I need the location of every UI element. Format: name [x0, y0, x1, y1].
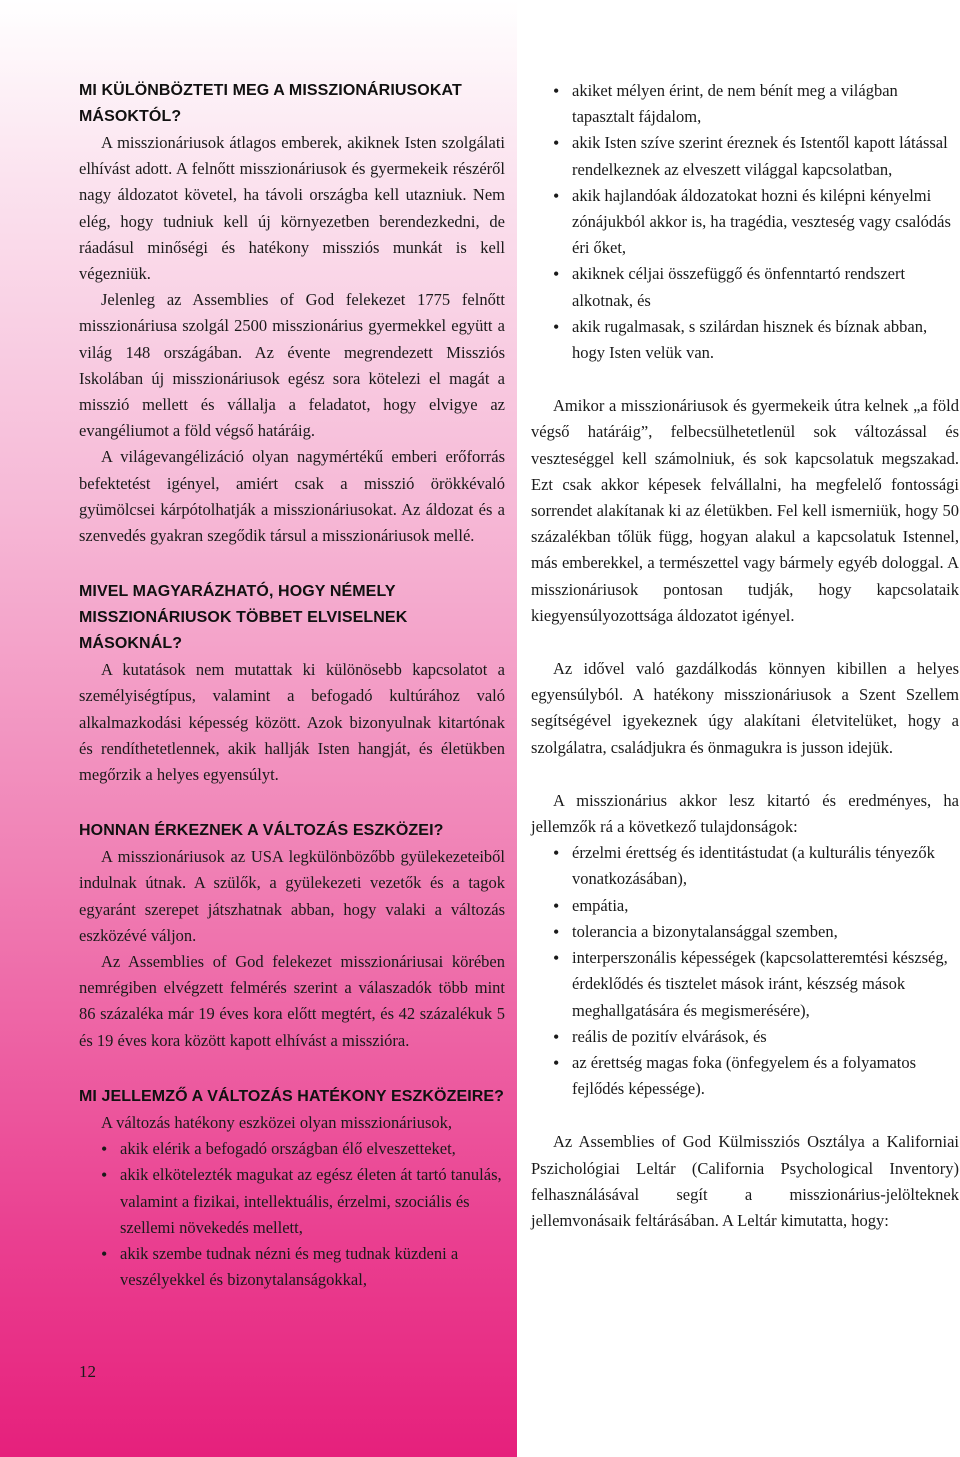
list-item: • az érettség magas foka (önfegyelem és a folyamatos fejlődés képessége).: [531, 1050, 959, 1102]
list-item: • empátia,: [531, 893, 959, 919]
paragraph: Az Assemblies of God Külmissziós Osztálya a Kaliforniai Pszichológiai Leltár (California Psychological Inventory) felhasználásával segít a misszionárius-jelölteknek jellemvonásaik feltárásában. A Leltár kimutatta, hogy:: [531, 1132, 959, 1230]
section-heading-characteristics: MI JELLEMZŐ A VÁLTOZÁS HATÉKONY ESZKÖZEIRE?: [79, 1087, 505, 1105]
bullet-list: [531, 78, 959, 366]
paragraph: Jelenleg az Assemblies of God felekezet 1775 felnőtt misszionáriusa szolgál 2500 misszionárius gyermekkel együtt a világ 148 országában. Az évente megrendezett Missziós Iskolában új misszionáriusok egész sora kötelezi el magát a misszió mellett és vállalja a feladatot, hogy elvigye az evangéliumot a föld végső határáig.: [79, 290, 505, 441]
section-heading-endurance: MIVEL MAGYARÁZHATÓ, HOGY NÉMELY MISSZIONÁRIUSOK TÖBBET ELVISELNEK MÁSOKNÁL?: [79, 583, 408, 653]
paragraph: A világevangélizáció olyan nagymértékű emberi erőforrás befektetést igényel, amiért csak a misszió örökkévaló gyümölcsei kárpótolhatják a misszionáriusokat. Az áldozat és a szenvedés gyakran szegődik társul a misszionáriusok mellé.: [79, 447, 505, 546]
paragraph: A kutatások nem mutattak ki különösebb kapcsolatot a személyiségtípus, valamint a befogadó kultúrához való alkalmazkodási képesség között. Azok bizonyulnak kitartónak és rendíthetetlennek, akik hallják Isten hangját, és életükben megőrzik a helyes egyensúlyt.: [79, 660, 505, 785]
paragraph: A misszionáriusok az USA legkülönbözőbb gyülekezeteiből indulnak útnak. A szülők, a gyülekezeti vezetők és a tagok egyaránt szerepet játszhatnak abban, hogy valaki a változás eszközévé váljon.: [79, 847, 505, 945]
section-heading-origin: HONNAN ÉRKEZNEK A VÁLTOZÁS ESZKÖZEI?: [79, 822, 444, 840]
list-item: • akik szembe tudnak nézni és meg tudnak küzdeni a veszélyekkel és bizonytalanságokkal,: [79, 1241, 505, 1293]
paragraph: A misszionáriusok átlagos emberek, akiknek Isten szolgálati elhívást adott. A felnőtt misszionáriusok és gyermekeik részéről nagy áldozatot követel, ha távoli országba kell utazniuk. Nem elég, hogy tudniuk kell új környezetben berendezkedni, de ráadásul minőségi és hatékony missziós munkát is kell végezniük.: [79, 133, 505, 284]
bullet-list: [531, 840, 959, 1102]
list-item: • interperszonális képességek (kapcsolatteremtési készség, érdeklődés és tisztelet mások iránt, készség mások meghallgatására és megismerésére),: [531, 945, 959, 1024]
left-column: [79, 78, 505, 1293]
paragraph: A változás hatékony eszközei olyan misszionáriusok,: [101, 1112, 452, 1132]
list-item: • akiket mélyen érint, de nem bénít meg a világban tapasztalt fájdalom,: [531, 78, 959, 130]
list-item: • akik elkötelezték magukat az egész életen át tartó tanulás, valamint a fizikai, intellektuális, érzelmi, szociális és szellemi növekedés mellett,: [79, 1162, 505, 1241]
paragraph: A misszionárius akkor lesz kitartó és eredményes, ha jellemzők rá a következő tulajdonságok:: [531, 790, 959, 837]
list-item: • érzelmi érettség és identitástudat (a kulturális tényezők vonatkozásában),: [531, 840, 959, 892]
list-item: • akik rugalmasak, s szilárdan hisznek és bíznak abban, hogy Isten velük van.: [531, 314, 959, 366]
list-item: • tolerancia a bizonytalansággal szemben,: [531, 919, 959, 945]
paragraph: Az Assemblies of God felekezet misszionáriusai körében nemrégiben elvégzett felmérés szerint a válaszadók több mint 86 százaléka már 19 éves kora előtt megtért, és 42 százalékuk 5 és 19 éves kora között kapott elhívást a misszióra.: [79, 952, 505, 1050]
list-item: • akik hajlandóak áldozatokat hozni és kilépni kényelmi zónájukból akkor is, ha tragédia, veszteség vagy csalódás éri őket,: [531, 183, 959, 262]
paragraph: Az idővel való gazdálkodás könnyen kibillen a helyes egyensúlyból. A hatékony misszionáriusok a Szent Szellem segítségével igyekeznek úgy alakítani életvitelüket, hogy a szolgálatra, családjukra és önmagukra is jusson idejük.: [531, 659, 959, 757]
list-item: • akiknek céljai összefüggő és önfenntartó rendszert alkotnak, és: [531, 261, 959, 313]
list-item: • akik elérik a befogadó országban élő elveszetteket,: [79, 1136, 505, 1162]
right-column: [531, 78, 959, 1234]
bullet-list: [79, 1136, 505, 1293]
list-item: • reális de pozitív elvárások, és: [531, 1024, 959, 1050]
page-number: 12: [79, 1362, 96, 1381]
list-item: • akik Isten szíve szerint éreznek és Istentől kapott látással rendelkeznek az elveszett világgal kapcsolatban,: [531, 130, 959, 182]
paragraph: Amikor a misszionáriusok és gyermekeik útra kelnek „a föld végső határáig”, felbecsülhetetlenül sok változással és veszteséggel kell számolniuk, és sok kapcsolatuk megszakad. Ezt csak akkor képesek felvállalni, ha megfelelő fontossági sorrendet alakítanak ki az életükben. Fel kell ismerniük, hogy 50 százalékban tőlük függ, hogyan alakul a kapcsolatuk Istennel, más emberekkel, a természettel vagy bármely egyéb dologgal. A misszionáriusok pontosan tudják, hogy kapcsolataik kiegyensúlyozottsága áldozatot igényel.: [531, 396, 959, 625]
section-heading-differences: MI KÜLÖNBÖZTETI MEG A MISSZIONÁRIUSOKAT MÁSOKTÓL?: [79, 82, 462, 125]
